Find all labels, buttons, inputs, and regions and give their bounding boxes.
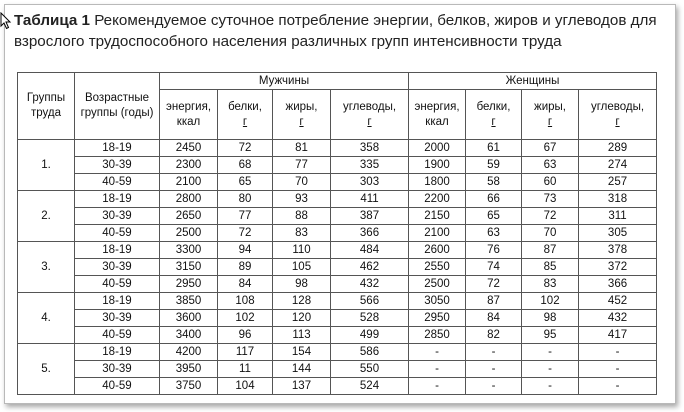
- value-cell: 137: [273, 378, 331, 395]
- value-cell: -: [466, 378, 522, 395]
- value-cell: 289: [579, 140, 657, 157]
- value-cell: 70: [522, 225, 579, 242]
- header-men-carbs-label: углеводы,: [342, 100, 397, 113]
- value-cell: 83: [273, 225, 331, 242]
- header-men-carbs: [331, 90, 409, 140]
- value-cell: 257: [579, 174, 657, 191]
- value-cell: 105: [273, 259, 331, 276]
- value-cell: -: [522, 361, 579, 378]
- header-men-protein: [218, 90, 273, 140]
- age-group-cell: 30-39: [75, 361, 160, 378]
- age-group-cell: 40-59: [75, 276, 160, 293]
- value-cell: 63: [522, 157, 579, 174]
- value-cell: 3300: [160, 242, 218, 259]
- age-group-cell: 30-39: [75, 259, 160, 276]
- value-cell: 88: [273, 208, 331, 225]
- header-women-protein-label: белки,: [476, 100, 511, 113]
- value-cell: 128: [273, 293, 331, 310]
- mouse-pointer-icon: [0, 12, 12, 30]
- value-cell: 72: [218, 225, 273, 242]
- value-cell: 98: [522, 310, 579, 327]
- work-group-cell: 4.: [18, 293, 75, 344]
- value-cell: 305: [579, 225, 657, 242]
- value-cell: 303: [331, 174, 409, 191]
- header-women-protein-unit: г: [491, 115, 496, 128]
- value-cell: 528: [331, 310, 409, 327]
- value-cell: -: [466, 361, 522, 378]
- value-cell: 462: [331, 259, 409, 276]
- header-women-fat-unit: г: [547, 115, 553, 128]
- header-age-group: Возрастные группы (годы): [75, 73, 160, 140]
- table-row: [18, 191, 657, 208]
- value-cell: 366: [579, 276, 657, 293]
- value-cell: -: [409, 344, 466, 361]
- header-men-fat: [273, 90, 331, 140]
- header-men-energy: энергия, ккал: [160, 90, 218, 140]
- age-group-cell: 40-59: [75, 378, 160, 395]
- value-cell: 318: [579, 191, 657, 208]
- value-cell: 1800: [409, 174, 466, 191]
- table-row: [18, 327, 657, 344]
- value-cell: 452: [579, 293, 657, 310]
- header-women-protein: [466, 90, 522, 140]
- value-cell: 72: [466, 276, 522, 293]
- value-cell: 274: [579, 157, 657, 174]
- value-cell: 2950: [160, 276, 218, 293]
- table-caption-text: Рекомендуемое суточное потребление энергии, белков, жиров и углеводов для взрослого трудоспособного населения различных групп интенсивности труда: [14, 12, 657, 50]
- header-women-carbs-unit: г: [615, 115, 620, 128]
- age-group-cell: 40-59: [75, 327, 160, 344]
- value-cell: 77: [218, 208, 273, 225]
- work-group-cell: 1.: [18, 140, 75, 191]
- age-group-cell: 40-59: [75, 225, 160, 242]
- value-cell: 120: [273, 310, 331, 327]
- value-cell: 417: [579, 327, 657, 344]
- value-cell: -: [579, 361, 657, 378]
- value-cell: 77: [273, 157, 331, 174]
- value-cell: 72: [522, 208, 579, 225]
- table-row: [18, 140, 657, 157]
- value-cell: 102: [218, 310, 273, 327]
- value-cell: 3950: [160, 361, 218, 378]
- header-men-fat-unit: г: [299, 115, 304, 128]
- age-group-cell: 18-19: [75, 242, 160, 259]
- header-men-fat-label: жиры,: [285, 100, 318, 113]
- header-women-energy: энергия, ккал: [409, 90, 466, 140]
- value-cell: 499: [331, 327, 409, 344]
- value-cell: 484: [331, 242, 409, 259]
- value-cell: 58: [466, 174, 522, 191]
- value-cell: 76: [466, 242, 522, 259]
- value-cell: 85: [522, 259, 579, 276]
- value-cell: 311: [579, 208, 657, 225]
- value-cell: 2100: [409, 225, 466, 242]
- table-caption: [14, 10, 664, 52]
- value-cell: 102: [522, 293, 579, 310]
- value-cell: 94: [218, 242, 273, 259]
- value-cell: 95: [522, 327, 579, 344]
- value-cell: 154: [273, 344, 331, 361]
- value-cell: 2800: [160, 191, 218, 208]
- age-group-cell: 18-19: [75, 344, 160, 361]
- value-cell: 411: [331, 191, 409, 208]
- value-cell: 84: [466, 310, 522, 327]
- value-cell: 108: [218, 293, 273, 310]
- table-row: [18, 293, 657, 310]
- value-cell: 82: [466, 327, 522, 344]
- value-cell: 98: [273, 276, 331, 293]
- header-women-fat: [522, 90, 579, 140]
- value-cell: 3050: [409, 293, 466, 310]
- value-cell: -: [409, 361, 466, 378]
- value-cell: 3750: [160, 378, 218, 395]
- value-cell: 432: [331, 276, 409, 293]
- value-cell: -: [579, 344, 657, 361]
- table-row: [18, 310, 657, 327]
- table-row: [18, 225, 657, 242]
- value-cell: 2500: [409, 276, 466, 293]
- value-cell: 524: [331, 378, 409, 395]
- nutrition-table: [17, 72, 657, 395]
- age-group-cell: 18-19: [75, 140, 160, 157]
- table-row: [18, 208, 657, 225]
- value-cell: 2650: [160, 208, 218, 225]
- value-cell: 87: [466, 293, 522, 310]
- table-row: [18, 174, 657, 191]
- value-cell: 358: [331, 140, 409, 157]
- value-cell: 2100: [160, 174, 218, 191]
- value-cell: 372: [579, 259, 657, 276]
- value-cell: 1900: [409, 157, 466, 174]
- value-cell: 432: [579, 310, 657, 327]
- value-cell: 104: [218, 378, 273, 395]
- value-cell: 144: [273, 361, 331, 378]
- table-row: [18, 276, 657, 293]
- value-cell: 586: [331, 344, 409, 361]
- value-cell: 65: [466, 208, 522, 225]
- value-cell: 110: [273, 242, 331, 259]
- value-cell: 3850: [160, 293, 218, 310]
- header-women-fat-label: жиры,: [534, 100, 566, 113]
- value-cell: 366: [331, 225, 409, 242]
- value-cell: 2950: [409, 310, 466, 327]
- value-cell: 59: [466, 157, 522, 174]
- value-cell: 2150: [409, 208, 466, 225]
- value-cell: 73: [522, 191, 579, 208]
- header-work-group: Группы труда: [18, 73, 75, 140]
- table-caption-label: Таблица 1: [14, 12, 90, 29]
- value-cell: 74: [466, 259, 522, 276]
- value-cell: 68: [218, 157, 273, 174]
- value-cell: -: [579, 378, 657, 395]
- value-cell: 60: [522, 174, 579, 191]
- value-cell: 80: [218, 191, 273, 208]
- value-cell: -: [522, 344, 579, 361]
- table-row: [18, 259, 657, 276]
- value-cell: 550: [331, 361, 409, 378]
- value-cell: 3150: [160, 259, 218, 276]
- table-row: [18, 378, 657, 395]
- value-cell: 2600: [409, 242, 466, 259]
- value-cell: 87: [522, 242, 579, 259]
- header-women: Женщины: [409, 73, 657, 90]
- value-cell: 2000: [409, 140, 466, 157]
- value-cell: 2300: [160, 157, 218, 174]
- value-cell: 63: [466, 225, 522, 242]
- value-cell: 2500: [160, 225, 218, 242]
- value-cell: 113: [273, 327, 331, 344]
- value-cell: 89: [218, 259, 273, 276]
- value-cell: 72: [218, 140, 273, 157]
- value-cell: 335: [331, 157, 409, 174]
- value-cell: -: [466, 344, 522, 361]
- header-men: Мужчины: [160, 73, 409, 90]
- table-row: [18, 242, 657, 259]
- value-cell: 2550: [409, 259, 466, 276]
- value-cell: 81: [273, 140, 331, 157]
- header-men-carbs-unit: г: [367, 115, 372, 128]
- table-row: [18, 157, 657, 174]
- value-cell: 84: [218, 276, 273, 293]
- value-cell: 83: [522, 276, 579, 293]
- value-cell: 61: [466, 140, 522, 157]
- value-cell: 70: [273, 174, 331, 191]
- value-cell: 378: [579, 242, 657, 259]
- value-cell: 3400: [160, 327, 218, 344]
- header-men-protein-label: белки,: [228, 100, 262, 113]
- value-cell: -: [409, 378, 466, 395]
- work-group-cell: 2.: [18, 191, 75, 242]
- value-cell: 2450: [160, 140, 218, 157]
- value-cell: 67: [522, 140, 579, 157]
- table-row: [18, 344, 657, 361]
- age-group-cell: 18-19: [75, 191, 160, 208]
- header-men-protein-unit: г: [242, 115, 248, 128]
- value-cell: 96: [218, 327, 273, 344]
- work-group-cell: 3.: [18, 242, 75, 293]
- age-group-cell: 40-59: [75, 174, 160, 191]
- age-group-cell: 30-39: [75, 208, 160, 225]
- table-body: [18, 140, 657, 395]
- value-cell: 4200: [160, 344, 218, 361]
- age-group-cell: 30-39: [75, 310, 160, 327]
- value-cell: 2850: [409, 327, 466, 344]
- value-cell: 3600: [160, 310, 218, 327]
- value-cell: 11: [218, 361, 273, 378]
- value-cell: 93: [273, 191, 331, 208]
- value-cell: 65: [218, 174, 273, 191]
- header-women-carbs: [579, 90, 657, 140]
- age-group-cell: 30-39: [75, 157, 160, 174]
- value-cell: 2200: [409, 191, 466, 208]
- age-group-cell: 18-19: [75, 293, 160, 310]
- value-cell: -: [522, 378, 579, 395]
- value-cell: 387: [331, 208, 409, 225]
- value-cell: 117: [218, 344, 273, 361]
- value-cell: 566: [331, 293, 409, 310]
- table-row: [18, 361, 657, 378]
- value-cell: 66: [466, 191, 522, 208]
- work-group-cell: 5.: [18, 344, 75, 395]
- header-women-carbs-label: углеводы,: [590, 100, 645, 113]
